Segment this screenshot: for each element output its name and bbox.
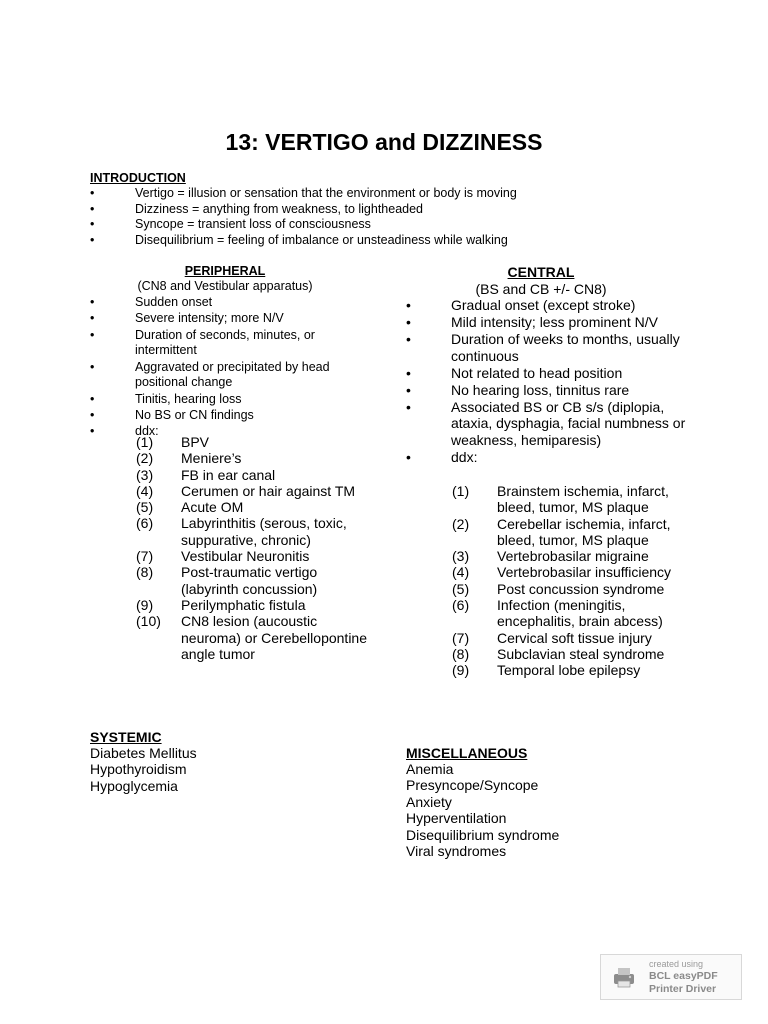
peripheral-ddx-list [136, 434, 376, 662]
intro-heading: INTRODUCTION [90, 171, 186, 185]
bullet-icon: • [90, 327, 95, 342]
bullet-icon: • [90, 359, 95, 374]
ddx-item: (8) Post-traumatic vertigo (labyrinth concussion) [136, 564, 318, 597]
list-item: • Dizziness = anything from weakness, to lightheaded [90, 201, 424, 216]
ddx-item: (9) Temporal lobe epilepsy [452, 662, 641, 679]
pdf-creator-stamp [600, 954, 742, 1000]
ddx-item: (5) Post concussion syndrome [452, 580, 665, 597]
ddx-item: (10) CN8 lesion (aucoustic neuroma) or Cerebellopontine angle tumor [136, 613, 367, 662]
list-item: • Gradual onset (except stroke) [406, 297, 636, 313]
list-item: • Sudden onset [90, 295, 213, 309]
page-title: 13: VERTIGO and DIZZINESS [225, 129, 543, 155]
list-item: • Duration of weeks to months, usually continuous [406, 331, 680, 364]
misc-heading: MISCELLANEOUS [406, 745, 528, 761]
list-item: • ddx: [406, 448, 478, 465]
central-ddx-list [452, 483, 692, 679]
bullet-icon: • [406, 398, 411, 415]
ddx-item: (7) Vestibular Neuronitis [136, 548, 310, 565]
central-heading: CENTRAL [507, 264, 575, 280]
list-item: Diabetes Mellitus [90, 745, 197, 761]
bullet-icon: • [406, 297, 411, 313]
list-item: • Syncope = transient loss of consciousness [90, 217, 371, 232]
bullet-icon: • [406, 314, 411, 330]
ddx-item: (3) Vertebrobasilar migraine [452, 548, 649, 565]
list-item: • Vertigo = illusion or sensation that the environment or body is moving [90, 186, 517, 200]
list-item: • No BS or CN findings [90, 408, 254, 423]
ddx-item: (6) Labyrinthitis (serous, toxic, suppurative, chronic) [136, 515, 347, 548]
peripheral-subheading: (CN8 and Vestibular apparatus) [137, 279, 313, 293]
list-item: • Tinitis, hearing loss [90, 391, 242, 406]
systemic-heading: SYSTEMIC [90, 729, 162, 745]
ddx-item: (1) BPV [136, 434, 210, 450]
bullet-icon: • [90, 186, 95, 200]
ddx-item: (4) Vertebrobasilar insufficiency [452, 564, 672, 581]
list-item: • Disequilibrium = feeling of imbalance or unsteadiness while walking [90, 232, 508, 247]
stamp-product-sub: Printer Driver [649, 983, 717, 995]
list-item: Viral syndromes [406, 843, 507, 860]
list-item: • Aggravated or precipitated by head positional change [90, 359, 330, 390]
list-item: Disequilibrium syndrome [406, 826, 560, 843]
intro-list [90, 186, 517, 248]
ddx-item: (8) Subclavian steal syndrome [452, 645, 665, 662]
ddx-item: (6) Infection (meningitis, encephalitis, brain abcess) [452, 597, 663, 630]
bullet-icon: • [90, 311, 95, 326]
misc-list [406, 761, 559, 859]
bullet-icon: • [90, 391, 95, 406]
central-list [406, 297, 696, 466]
peripheral-heading: PERIPHERAL [184, 264, 266, 278]
list-item: • Mild intensity; less prominent N/V [406, 314, 658, 330]
bullet-icon: • [90, 408, 95, 423]
bullet-icon: • [406, 448, 411, 465]
ddx-item: (7) Cervical soft tissue injury [452, 629, 652, 646]
bullet-icon: • [406, 364, 411, 381]
ddx-item: (3) FB in ear canal [136, 466, 276, 483]
bullet-icon: • [90, 295, 95, 309]
printer-icon [611, 965, 637, 989]
peripheral-list [90, 295, 370, 441]
systemic-list [90, 745, 197, 794]
ddx-item: (4) Cerumen or hair against TM [136, 482, 356, 499]
list-item: Hyperventilation [406, 810, 507, 827]
central-subheading: (BS and CB +/- CN8) [475, 281, 607, 297]
ddx-item: (2) Cerebellar ischemia, infarct, bleed, tumor, MS plaque [452, 515, 671, 548]
ddx-item: (5) Acute OM [136, 499, 244, 516]
list-item: • Associated BS or CB s/s (diplopia, ataxia, dysphagia, facial numbness or weakness, hemiparesis) [406, 398, 686, 448]
ddx-item: (2) Meniere’s [136, 450, 242, 467]
stamp-product: BCL easyPDF [649, 970, 718, 982]
list-item: • Severe intensity; more N/V [90, 311, 284, 326]
list-item: • Not related to head position [406, 364, 623, 381]
list-item: Anemia [406, 761, 454, 777]
list-item: Hypoglycemia [90, 777, 178, 794]
stamp-caption: created using [649, 959, 704, 969]
list-item: • Duration of seconds, minutes, or intermittent [90, 327, 315, 358]
list-item: • No hearing loss, tinnitus rare [406, 381, 630, 398]
bullet-icon: • [90, 201, 95, 216]
bullet-icon: • [406, 331, 411, 347]
ddx-item: (9) Perilymphatic fistula [136, 596, 306, 613]
bullet-icon: • [90, 424, 95, 439]
bullet-icon: • [406, 381, 411, 398]
ddx-item: (1) Brainstem ischemia, infarct, bleed, tumor, MS plaque [452, 483, 669, 516]
bullet-icon: • [90, 232, 95, 247]
list-item: • ddx: [90, 424, 159, 439]
bullet-icon: • [90, 217, 95, 232]
list-item: Hypothyroidism [90, 761, 187, 778]
list-item: Presyncope/Syncope [406, 777, 539, 794]
list-item: Anxiety [406, 793, 452, 810]
